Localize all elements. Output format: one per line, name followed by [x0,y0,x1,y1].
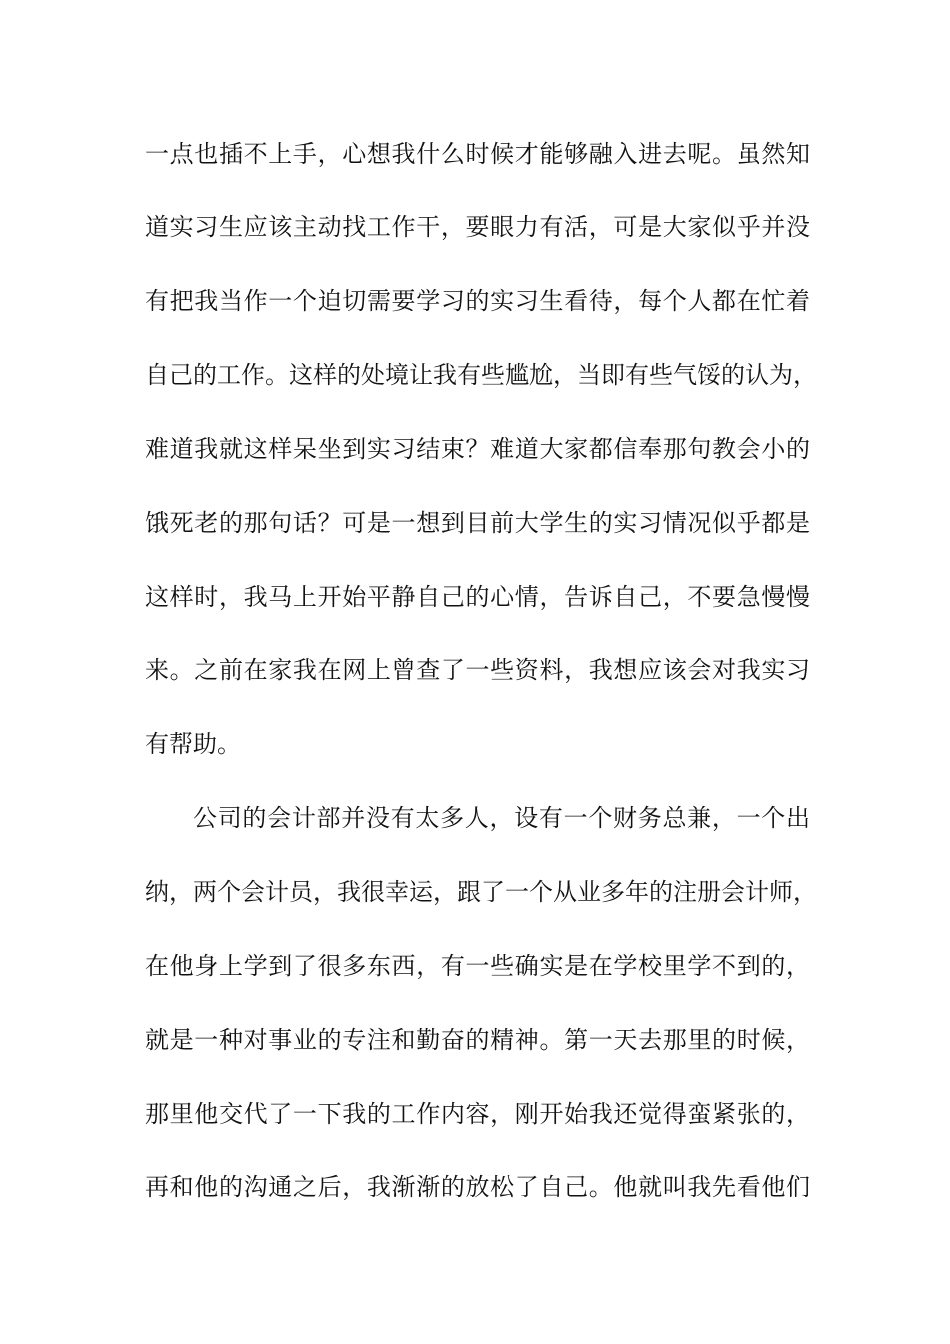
text-line: 那里他交代了一下我的工作内容，刚开始我还觉得蛮紧张的， [145,1100,810,1128]
text-line: 有把我当作一个迫切需要学习的实习生看待，每个人都在忙着 [145,287,810,315]
text-line: 再和他的沟通之后，我渐渐的放松了自己。他就叫我先看他们 [145,1173,810,1201]
text-line: 饿死老的那句话？可是一想到目前大学生的实习情况似乎都是 [145,509,810,537]
text-line-indented: 公司的会计部并没有太多人，设有一个财务总兼，一个出 [193,804,810,832]
text-line: 纳，两个会计员，我很幸运，跟了一个从业多年的注册会计师， [145,878,817,906]
text-line: 难道我就这样呆坐到实习结束？难道大家都信奉那句教会小的 [145,435,810,463]
text-line: 在他身上学到了很多东西，有一些确实是在学校里学不到的， [145,952,810,980]
text-line: 这样时，我马上开始平静自己的心情，告诉自己，不要急慢慢 [145,583,810,611]
text-line: 来。之前在家我在网上曾查了一些资料，我想应该会对我实习 [145,656,810,684]
text-line: 自己的工作。这样的处境让我有些尴尬，当即有些气馁的认为， [145,361,817,389]
text-line: 道实习生应该主动找工作干，要眼力有活，可是大家似乎并没 [145,213,810,241]
text-line: 就是一种对事业的专注和勤奋的精神。第一天去那里的时候， [145,1026,810,1054]
text-line: 有帮助。 [145,730,241,758]
text-line: 一点也插不上手，心想我什么时候才能够融入进去呢。虽然知 [145,140,810,168]
